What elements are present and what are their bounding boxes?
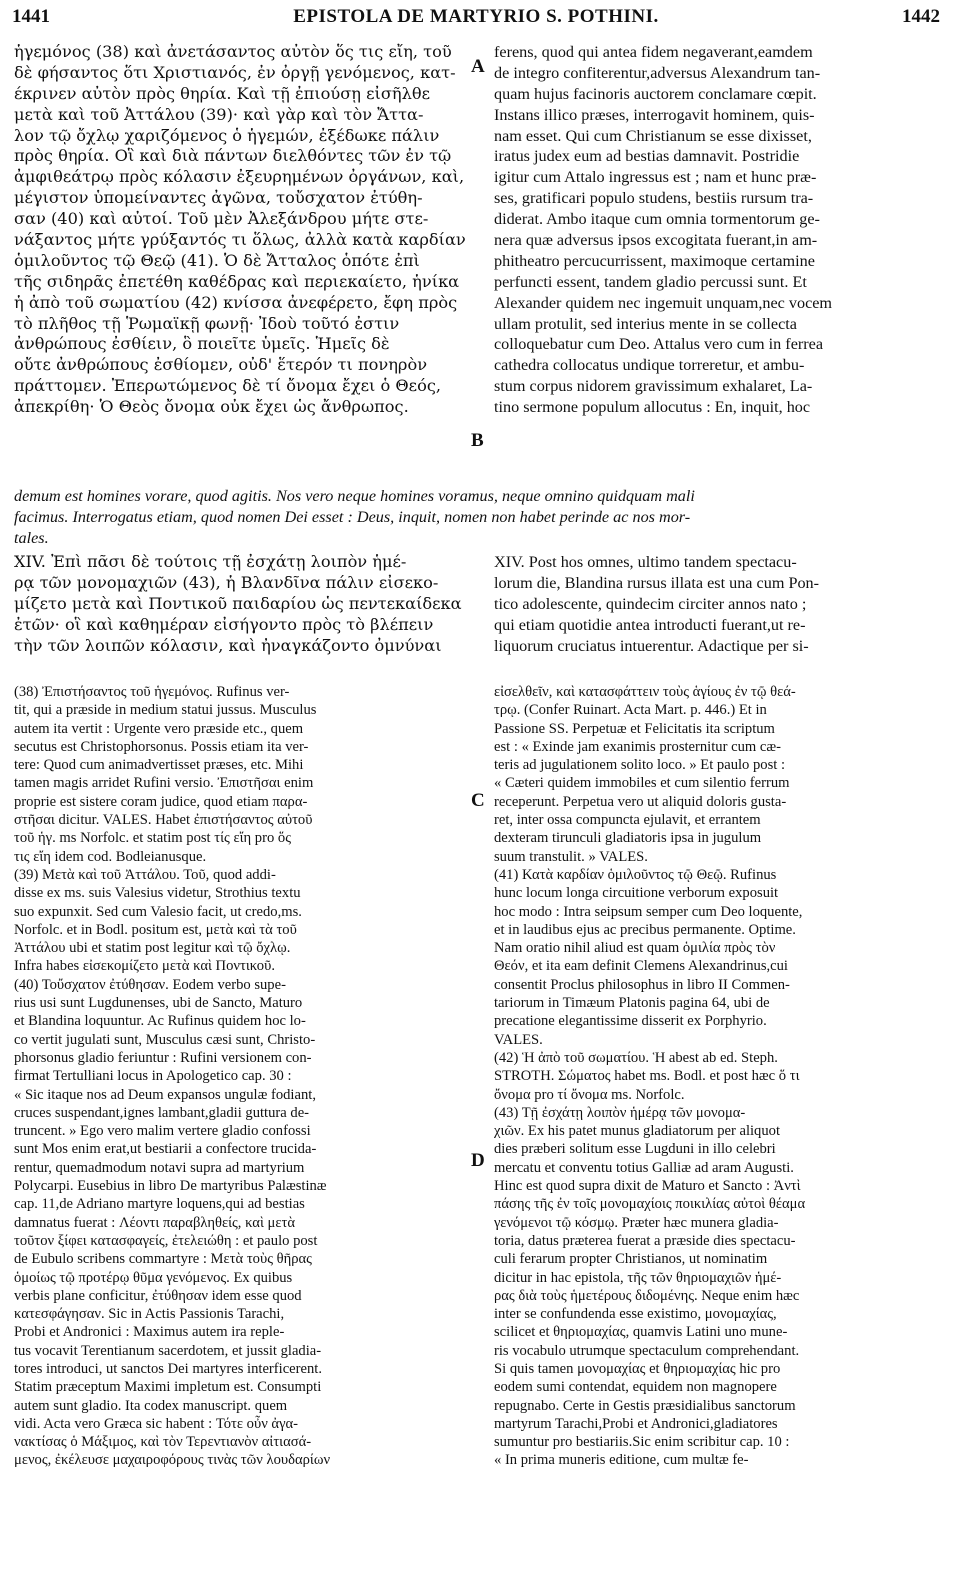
greek-line: ἐτῶν· οἳ καὶ καθημέραν εἰσήγοντο πρὸς τὸ βλέπειν	[14, 614, 434, 634]
full-width-line: facimus. Interrogatus etiam, quod nomen Dei esset : Deus, inquit, nomen non habet perinde ac nos mor-	[14, 507, 691, 526]
full-width-line: demum est homines vorare, quod agitis. Nos vero neque homines voramus, neque omnino quidquam mali	[14, 487, 695, 505]
note-line: cruces suspendant,ignes lambant,gladii guttura de-	[14, 1104, 310, 1121]
latin-line: liquorum cruciatus intuerentur. Adactique per si-	[494, 636, 809, 655]
note-line: tamen magis arridet Rufini versio. Ἐπιστῆσαι enim	[14, 775, 314, 792]
note-line: autem sunt gladio. Ita codex manuscript. quem	[14, 1397, 288, 1414]
latin-line: XIV. Post hos omnes, ultimo tandem spectacu-	[494, 553, 797, 571]
note-line: consentit Proclus philosophus in libro II Commen-	[494, 976, 790, 993]
greek-line: ὁμιλοῦντος τῷ Θεῷ (41). Ὁ δὲ Ἄτταλος ὁπότε ἐπὶ	[14, 250, 420, 270]
greek-line: μέγιστον ὑπομείναντες ἀγῶνα, τοὔσχατον ἐτύθη-	[14, 188, 423, 208]
full-width-text	[14, 486, 938, 549]
note-line: inter se confundenda esse existimo, μονομαχίας,	[494, 1306, 777, 1323]
latin-line: Instans illico præses, interrogavit hominem, quis-	[494, 105, 815, 124]
note-line: vidi. Acta vero Græca sic habent : Τότε οὖν ἀγα-	[14, 1415, 299, 1432]
greek-line: ἀνθρώπους ἐσθίειν, ὃ ποιεῖτε ὑμεῖς. Ἡμεῖς δὲ	[14, 334, 390, 354]
note-line: εἰσελθεῖν, καὶ κατασφάττειν τοὺς ἁγίους ἐν τῷ θεά-	[494, 684, 796, 700]
latin-line: ullam protulit, sed interius mente in se collecta	[494, 314, 797, 333]
page-header	[12, 6, 940, 32]
note-line: dexteram tirunculi gladiatoris ipsa in jugulum	[494, 830, 762, 847]
note-line: precatione elegantissime disserit ex Porphyrio.	[494, 1013, 767, 1030]
note-line: Passione SS. Perpetuæ et Felicitatis ita scriptum	[494, 720, 775, 737]
note-line: « In prima muneris editione, cum multæ fe-	[494, 1452, 749, 1469]
note-line: repugnabo. Certe in Gestis præsidialibus sanctorum	[494, 1397, 796, 1414]
margin-marker-b: B	[471, 430, 484, 451]
full-width-line: tales.	[14, 528, 49, 547]
page-title: EPISTOLA DE MARTYRIO S. POTHINI.	[293, 6, 659, 27]
greek-line: τῆς σιδηρᾶς ἐπετέθη καθέδρας καὶ περιεκαίετο, ἡνίκα	[14, 271, 460, 291]
latin-line: lorum die, Blandina rursus illata est una cum Pon-	[494, 573, 820, 592]
note-line: phorsonus gladio feriuntur : Rufini versionem con-	[14, 1049, 312, 1066]
note-line: secutus est Christophorsonus. Possis etiam ita ver-	[14, 738, 309, 755]
note-line: cap. 11,de Adriano martyre loquens,qui ad bestias	[14, 1196, 305, 1213]
note-line: truncent. » Ego vero malim vertere gladio confossi	[14, 1123, 311, 1140]
note-line: τοῦ ἡγ. ms Norfolc. et statim post τίς εἴη pro ὅς	[14, 830, 291, 847]
greek-line: νάξαντος μήτε γρύξαντός τι ὅλως, ἀλλὰ κατὰ καρδίαν	[14, 230, 466, 250]
note-line: Infra habes εἰσεκομίζετο μετὰ καὶ Ποντικοῦ.	[14, 958, 275, 975]
latin-line: nera quæ adversus ipsos excogitata fuerant,in am-	[494, 231, 818, 250]
note-line: disse ex ms. suis Valesius videtur, Strothius textu	[14, 885, 301, 902]
greek-line: ρᾳ τῶν μονομαχιῶν (43), ἡ Βλανδῖνα πάλιν εἰσεκο-	[14, 572, 439, 592]
greek-line: σαν (40) καὶ αὐτοί. Τοῦ μὲν Ἀλεξάνδρου μήτε στε-	[14, 209, 429, 229]
greek-line: XIV. Ἐπὶ πᾶσι δὲ τούτοις τῇ ἐσχάτῃ λοιπὸν ἡμέ-	[14, 552, 407, 571]
note-line: dies præberi solitum esse Lugduni in illo celebri	[494, 1141, 776, 1158]
note-line: ὁμοίως τῷ προτέρῳ θῦμα γενόμενος. Ex quibus	[14, 1269, 293, 1286]
greek-line: μίζετο μετὰ καὶ Ποντικοῦ παιδαρίου ὡς πεντεκαίδεκα	[14, 593, 462, 613]
latin-line: qui etiam quotidie antea introducti fuerant,ut re-	[494, 615, 806, 634]
page-number-right: 1442	[902, 6, 940, 27]
greek-line: πρὸς θηρία. Οἳ καὶ διὰ πάντων διελθόντες τῶν ἐν τῷ	[14, 146, 452, 166]
note-line: rius usi sunt Lugdunenses, ubi de Sancto, Maturo	[14, 995, 303, 1012]
note-line: Hinc est quod supra dixit de Maturo et Sancto : Ἀντὶ	[494, 1178, 801, 1195]
latin-line: Alexander quidem nec ingemuit unquam,nec vocem	[494, 293, 833, 312]
note-line: « Sic itaque nos ad Deum expansos ungulæ fodiant,	[14, 1086, 316, 1103]
note-line: ret, inter ossa compuncta ejulavit, et errantem	[494, 812, 761, 829]
note-line: autem ita vertit : Urgente vero præside etc., quem	[14, 720, 304, 737]
latin-line: ferens, quod qui antea fidem negaverant,eamdem	[494, 43, 813, 61]
greek-line: τὴν τῶν λοιπῶν κόλασιν, καὶ ἠναγκάζοντο ὀμνύναι	[14, 635, 442, 655]
note-line: co vertit jugulati sunt, Musculus cæsi sunt, Christo-	[14, 1031, 316, 1048]
note-line: τοῦτον ξίφει κατασφαγείς, ἐτελειώθη : et paulo post	[14, 1232, 318, 1249]
latin-text-column	[494, 42, 940, 418]
note-line: proprie est sistere coram judice, quod etiam παρα-	[14, 793, 308, 810]
greek-chapter-xiv	[14, 552, 466, 656]
greek-line: ἡ ἀπὸ τοῦ σωματίου (42) κνίσσα ἀνεφέρετο, ἔφη πρὸς	[14, 292, 458, 312]
note-line: hoc modo : Intra seipsum semper cum Deo loquente,	[494, 903, 803, 920]
note-line: (38) Ἐπιστήσαντος τοῦ ἡγεμόνος. Rufinus ver-	[14, 684, 290, 700]
greek-line: ἡγεμόνος (38) καὶ ἀνετάσαντος αὐτὸν ὅς τις εἴη, τοῦ	[14, 42, 452, 61]
note-line: culi ferarum propter Christianos, ut nominatim	[494, 1251, 768, 1268]
note-line: receperunt. Perpetua vero ut aliquid doloris gusta-	[494, 793, 787, 810]
note-line: dicitur in hac epistola, τῆς τῶν θηριομαχιῶν ἡμέ-	[494, 1269, 782, 1286]
latin-line: phitheatro percucurrissent, maximoque certamine	[494, 251, 815, 270]
greek-line: ἀπεκρίθη· Ὁ Θεὸς ὄνομα οὐκ ἔχει ὡς ἄνθρωπος.	[14, 397, 409, 417]
latin-line: tico adolescente, quindecim circiter annos nato ;	[494, 594, 807, 613]
note-line: (42) Ἡ ἀπὸ τοῦ σωματίου. Ἡ abest ab ed. Steph.	[494, 1049, 778, 1066]
note-line: Si quis tamen μονομαχίας et θηριομαχίας hic pro	[494, 1360, 781, 1377]
note-line: Nam oratio nihil aliud est quam ὁμιλία πρὸς τὸν	[494, 940, 776, 957]
note-line: « Cæteri quidem immobiles et cum silentio ferrum	[494, 775, 790, 792]
note-line: Statim præceptum Maximi impletum est. Consumpti	[14, 1379, 322, 1396]
note-line: (43) Τῇ ἐσχάτῃ λοιπὸν ἡμέρᾳ τῶν μονομα-	[494, 1104, 746, 1121]
note-line: tores introduci, ut sanctos Dei martyres interficerent.	[14, 1360, 322, 1377]
note-line: tariorum in Timæum Platonis pagina 64, ubi de	[494, 995, 770, 1012]
note-line: Norfolc. et in Bodl. positum est, μετὰ καὶ τὰ τοῦ	[14, 921, 297, 938]
latin-line: colloquebatur cum Deo. Attalus vero cum in ferrea	[494, 335, 824, 354]
note-line: νακτίσας ὁ Μάξιμος, καὶ τὸν Τερεντιανὸν αἰτιασά-	[14, 1434, 312, 1451]
note-line: (39) Μετὰ καὶ τοῦ Ἀττάλου. Τοῦ, quod addi-	[14, 866, 276, 883]
greek-line: λον τῷ ὄχλῳ χαριζόμενος ὁ ἡγεμών, ἐξέδωκε πάλιν	[14, 125, 440, 145]
note-line: et in laudibus ejus ac precibus permanente. Optime.	[494, 921, 796, 938]
note-line: eodem sumi contendat, equidem non magnopere	[494, 1379, 777, 1396]
note-line: mercatu et conventu totius Galliæ ad aram Augusti.	[494, 1159, 794, 1176]
latin-line: de integro confiterentur,adversus Alexandrum tan-	[494, 63, 821, 82]
note-line: στῆσαι dicitur. VALES. Habet ἐπιστήσαντος αὐτοῦ	[14, 812, 313, 829]
page-number-left: 1441	[12, 6, 50, 27]
greek-line: τὸ πλῆθος τῇ Ῥωμαϊκῇ φωνῇ· Ἰδοὺ τοῦτό ἐστιν	[14, 313, 400, 333]
latin-chapter-xiv	[494, 552, 940, 656]
note-line: martyrum Tarachi,Probi et Andronici,gladiatores	[494, 1415, 778, 1432]
note-line: τις εἴη idem cod. Bodleianusque.	[14, 848, 207, 865]
note-line: τρῳ. (Confer Ruinart. Acta Mart. p. 446.) Et in	[494, 702, 767, 719]
margin-marker-d: D	[471, 1150, 485, 1171]
latin-line: perfuncti essent, tandem gladio percussi sunt. Et	[494, 272, 807, 291]
note-line: πάσης τῆς ἐν τοῖς μονομαχίοις ποικιλίας αὐτοὶ θέαμα	[494, 1196, 806, 1213]
note-line: firmat Tertulliani locus in Apologetico cap. 30 :	[14, 1068, 292, 1085]
margin-marker-c: C	[471, 790, 485, 811]
greek-line: οὔτε ἀνθρώπους ἐσθίομεν, οὐδ' ἕτερόν τι πονηρὸν	[14, 355, 428, 375]
note-line: STROTH. Σώματος habet ms. Bodl. et post hæc ὅ τι	[494, 1068, 800, 1085]
note-line: suo expunxit. Sed cum Valesio facit, ut credo,ms.	[14, 903, 302, 920]
latin-line: cathedra collocatus undique torreretur, et ambu-	[494, 356, 805, 375]
note-line: γενόμενοι τῷ κόσμῳ. Præter hæc munera gladia-	[494, 1214, 779, 1231]
note-line: verbis plane conficitur, ἐτύθησαν idem esse quod	[14, 1287, 302, 1304]
margin-marker-a: A	[471, 56, 485, 77]
note-line: (40) Τοὔσχατον ἐτύθησαν. Eodem verbo supe-	[14, 976, 286, 993]
note-line: scilicet et θηριομαχίας, quamvis Latini uno mune-	[494, 1324, 788, 1341]
note-line: χιῶν. Ex his patet munus gladiatorum per aliquot	[494, 1123, 781, 1140]
note-line: Θεόν, et ita eam definit Clemens Alexandrinus,cui	[494, 958, 788, 975]
notes-left-column	[14, 683, 466, 1470]
greek-line: μετὰ καὶ τοῦ Ἀττάλου (39)· καὶ γὰρ καὶ τὸν Ἄττα-	[14, 104, 424, 124]
note-line: κατεσφάγησαν. Sic in Actis Passionis Tarachi,	[14, 1306, 285, 1323]
note-line: Ἀττάλου ubi et statim post legitur καὶ τῷ ὄχλῳ.	[14, 940, 291, 957]
latin-line: diderat. Ambo itaque cum omnia tormentorum ge-	[494, 210, 820, 229]
note-line: est : « Exinde jam exanimis prosternitur cum cæ-	[494, 738, 781, 755]
note-line: rentur, quemadmodum notavi supra ad martyrium	[14, 1159, 305, 1176]
notes-right-column	[494, 683, 940, 1470]
note-line: ris vocabulo utrumque spectaculum comprehendant.	[494, 1342, 800, 1359]
greek-line: δὲ φήσαντος ὅτι Χριστιανός, ἐν ὀργῇ γενόμενος, κατ-	[14, 62, 456, 82]
note-line: teris ad jugulationem solito loco. » Et paulo post :	[494, 757, 786, 774]
greek-line: πράττομεν. Ἐπερωτώμενος δὲ τί ὄνομα ἔχει ὁ Θεός,	[14, 376, 442, 396]
latin-line: tino sermone populum allocutus : En, inquit, hoc	[494, 398, 811, 417]
latin-line: igitur cum Attalo ingressus est ; nam et hunc præ-	[494, 168, 817, 187]
note-line: tere: Quod cum animadvertisset præses, etc. Mihi	[14, 757, 304, 774]
note-line: de Eubulo scribens commartyre : Μετὰ τοὺς θῆρας	[14, 1251, 312, 1268]
note-line: sunt Mos enim erat,ut bestiarii a confectore trucida-	[14, 1141, 317, 1158]
latin-line: ses, gratificari populo studens, bestiis rursum tra-	[494, 189, 814, 208]
note-line: (41) Κατὰ καρδίαν ὁμιλοῦντος τῷ Θεῷ. Rufinus	[494, 866, 777, 883]
note-line: Probi et Andronici : Maximus autem ira reple-	[14, 1324, 285, 1341]
note-line: toria, datus præterea fuerat a præside dies spectacu-	[494, 1232, 796, 1249]
note-line: tit, qui a præside in medium statui jussus. Musculus	[14, 702, 317, 719]
note-line: ὄνομα pro τί ὄνομα ms. Norfolc.	[494, 1086, 685, 1103]
greek-line: ἀμφιθεάτρῳ πρὸς κόλασιν ἐξευρημένων ὀργάνων, καὶ,	[14, 167, 465, 187]
latin-line: quam hujus facinoris auctorem conclamare cœpit.	[494, 84, 817, 103]
note-line: Polycarpi. Eusebius in libro De martyribus Palæstinæ	[14, 1178, 327, 1195]
greek-text-column	[14, 42, 466, 418]
note-line: VALES.	[494, 1031, 543, 1048]
greek-line: έκρινεν αὐτὸν πρὸς θηρία. Καὶ τῇ ἐπιούσῃ εἰσῆλθε	[14, 83, 431, 103]
note-line: sumuntur pro bestiariis.Sic enim scribitur cap. 10 :	[494, 1434, 790, 1451]
note-line: tus vocavit Terentianum sacerdotem, et jussit gladia-	[14, 1342, 322, 1359]
latin-line: iratus judex eum ad bestias damnavit. Postridie	[494, 147, 800, 166]
note-line: suum transtulit. » VALES.	[494, 848, 648, 865]
note-line: et Blandina loquuntur. Ac Rufinus quidem hoc lo-	[14, 1013, 306, 1030]
latin-line: nam esset. Qui cum Christianum se esse dixisset,	[494, 126, 812, 145]
note-line: hunc locum longa circuitione verborum exposuit	[494, 885, 779, 902]
note-line: damnatus fuerat : Λέοντι παραβληθείς, καὶ μετὰ	[14, 1214, 295, 1231]
latin-line: stum corpus nidorem gravissimum exhalaret, La-	[494, 377, 813, 396]
note-line: μενος, ἐκέλευσε μαχαιροφόρους τινὰς τῶν λουδαρίων	[14, 1452, 331, 1469]
note-line: ρας διὰ τοὺς ἡμετέρους διδομένης. Neque enim hæc	[494, 1287, 800, 1304]
